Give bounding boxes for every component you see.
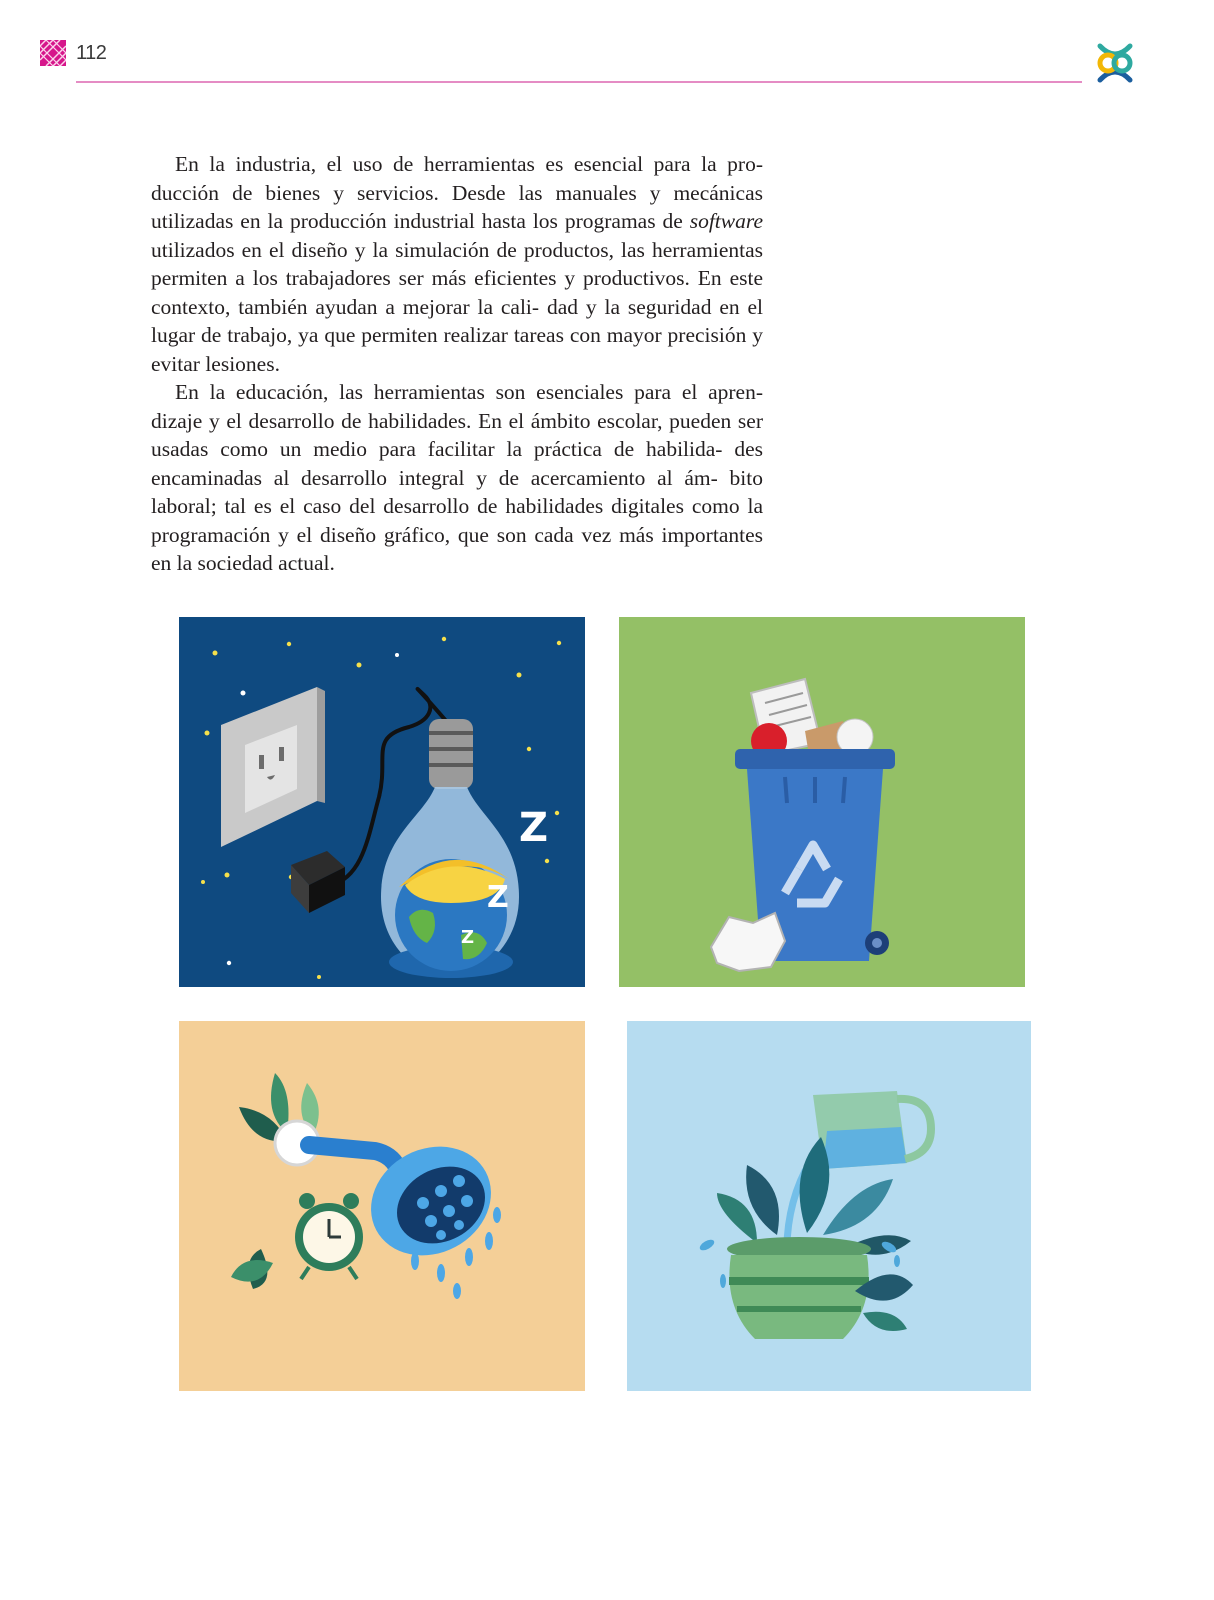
decorative-pattern-icon [40,40,66,66]
paragraph-industry-part1: En la industria, el uso de herramientas es esencial para la pro- ducción de bienes y servicios. Desde las manuales y mecánicas utilizadas en la producción industrial hasta los programas de [151,152,763,233]
page-number: 112 [76,42,107,64]
body-text [151,150,763,578]
svg-text:Z: Z [487,880,509,915]
header-rule [76,81,1082,83]
paragraph-education: En la educación, las herramientas son esenciales para el apren- dizaje y el desarrollo de habilidades. En el ámbito escolar, pueden ser usadas como un medio para facilitar la práctica de habilida- des encaminadas al desarrollo integral y de acercamiento al ám- bito laboral; tal es el caso del desarrollo de habilidades digitales como la programación y el diseño gráfico, que son cada vez más importantes en la sociedad actual. [151,380,763,575]
software-term: software [689,209,763,233]
sep-logo-icon [1092,40,1138,86]
shower-clock-illustration [179,1021,585,1391]
watering-plant-illustration [627,1021,1031,1391]
paragraph-industry-part2: utilizados en el diseño y la simulación de productos, las herramientas permiten a los trabajadores ser más eficientes y productivos. En este contexto, también ayudan a mejorar la cali- dad y la seguridad en el lugar de trabajo, ya que permiten realizar tareas con mayor precisión y evitar lesiones. [151,237,763,376]
sleeping-earth-bulb-illustration [179,617,585,987]
svg-text:Z: Z [519,805,549,851]
recycling-bin-illustration [619,617,1025,987]
svg-text:Z: Z [461,927,475,948]
paragraph-industry [151,150,763,378]
page-header [0,0,1214,90]
